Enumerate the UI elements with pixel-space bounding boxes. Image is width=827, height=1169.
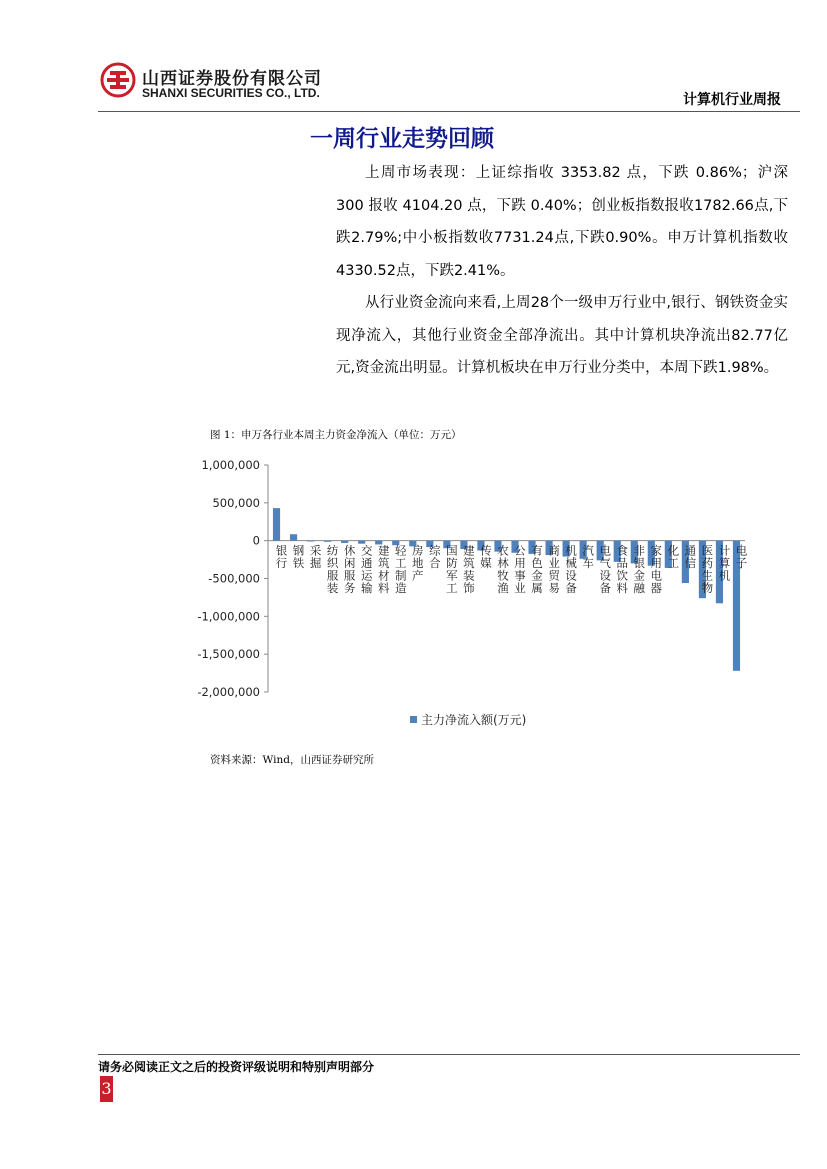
x-tick-label: 汽车 <box>582 543 594 571</box>
x-tick-label: 建筑材料 <box>377 543 390 596</box>
x-tick-label: 农林牧渔 <box>497 543 509 596</box>
figure-source: 资料来源：Wind，山西证券研究所 <box>210 754 374 766</box>
bar <box>290 534 297 540</box>
x-tick-label: 交通运输 <box>360 543 373 596</box>
x-tick-label: 机械设备 <box>565 543 577 596</box>
fund-flow-bar-chart <box>190 450 760 745</box>
x-tick-label: 通信 <box>684 543 697 571</box>
x-tick-label: 轻工制造 <box>395 543 407 596</box>
y-tick-label: 1,000,000 <box>201 458 260 472</box>
x-tick-label: 商业贸易 <box>548 543 560 596</box>
bar <box>307 541 314 542</box>
company-logo-icon <box>100 62 136 98</box>
x-tick-label: 食品饮料 <box>616 543 628 596</box>
x-tick-label: 家用电器 <box>650 543 663 596</box>
paragraph-text: 从行业资金流向来看,上周28个一级申万行业中,银行、钢铁资金实现净流入，其他行业资金全部净流出。其中计算机块净流出82.77亿元,资金流出明显。计算机板块在申万行业分类中，本周下跌1.98%。 <box>336 295 788 377</box>
x-tick-label: 建筑装饰 <box>463 543 475 596</box>
legend-swatch <box>410 716 417 723</box>
y-tick-label: 0 <box>252 533 260 548</box>
x-tick-label: 钢铁 <box>292 543 305 571</box>
company-logo <box>100 62 136 98</box>
header-divider <box>98 111 800 112</box>
x-tick-label: 综合 <box>429 543 441 571</box>
legend-label: 主力净流入额(万元) <box>421 713 527 727</box>
x-tick-label: 医药生物 <box>701 543 714 596</box>
footer-divider <box>98 1054 800 1055</box>
y-tick-label: -500,000 <box>208 571 260 586</box>
y-tick-label: -1,000,000 <box>197 609 260 624</box>
x-tick-label: 非银金融 <box>633 543 646 596</box>
x-tick-label: 有色金属 <box>531 543 543 596</box>
x-tick-label: 电子 <box>735 543 748 571</box>
company-name-cn: 山西证券股份有限公司 <box>142 69 322 89</box>
x-tick-label: 化工 <box>667 543 680 571</box>
x-tick-label: 休闲服务 <box>343 543 356 596</box>
x-tick-label: 纺织服装 <box>326 543 339 596</box>
x-tick-label: 计算机 <box>718 543 731 583</box>
y-tick-label: 500,000 <box>212 495 260 510</box>
section-title: 一周行业走势回顾 <box>310 126 494 152</box>
paragraph-fund-flow <box>336 287 788 385</box>
x-tick-label: 公用事业 <box>514 543 526 596</box>
x-tick-label: 银行 <box>275 543 288 571</box>
y-tick-label: -1,500,000 <box>197 647 260 662</box>
x-tick-label: 房地产 <box>412 543 424 583</box>
x-tick-label: 传媒 <box>480 543 492 571</box>
x-tick-label: 采掘 <box>309 543 322 571</box>
figure-caption: 图 1：申万各行业本周主力资金净流入（单位：万元） <box>210 429 462 441</box>
page-number: 3 <box>100 1076 113 1102</box>
y-tick-label: -2,000,000 <box>197 685 260 699</box>
paragraph-text: 上周市场表现：上证综指收 3353.82 点，下跌 0.86%；沪深 300 报收 4104.20 点，下跌 0.40%；创业板指数报收1782.66点,下跌2.79%;中小板指数收7731.24点,下跌0.90%。申万计算机指数收4330.52点，下跌2.41%。 <box>336 165 788 279</box>
x-tick-label: 电气设备 <box>599 543 611 596</box>
footer-disclaimer: 请务必阅读正文之后的投资评级说明和特别声明部分 <box>98 1060 375 1074</box>
company-name-en: SHANXI SECURITIES CO., LTD. <box>142 86 320 100</box>
x-tick-label: 国防军工 <box>446 543 458 596</box>
paragraph-market <box>336 157 788 287</box>
report-type: 计算机行业周报 <box>683 92 781 108</box>
bar <box>324 541 331 542</box>
bar <box>273 508 280 541</box>
bar <box>341 541 348 543</box>
